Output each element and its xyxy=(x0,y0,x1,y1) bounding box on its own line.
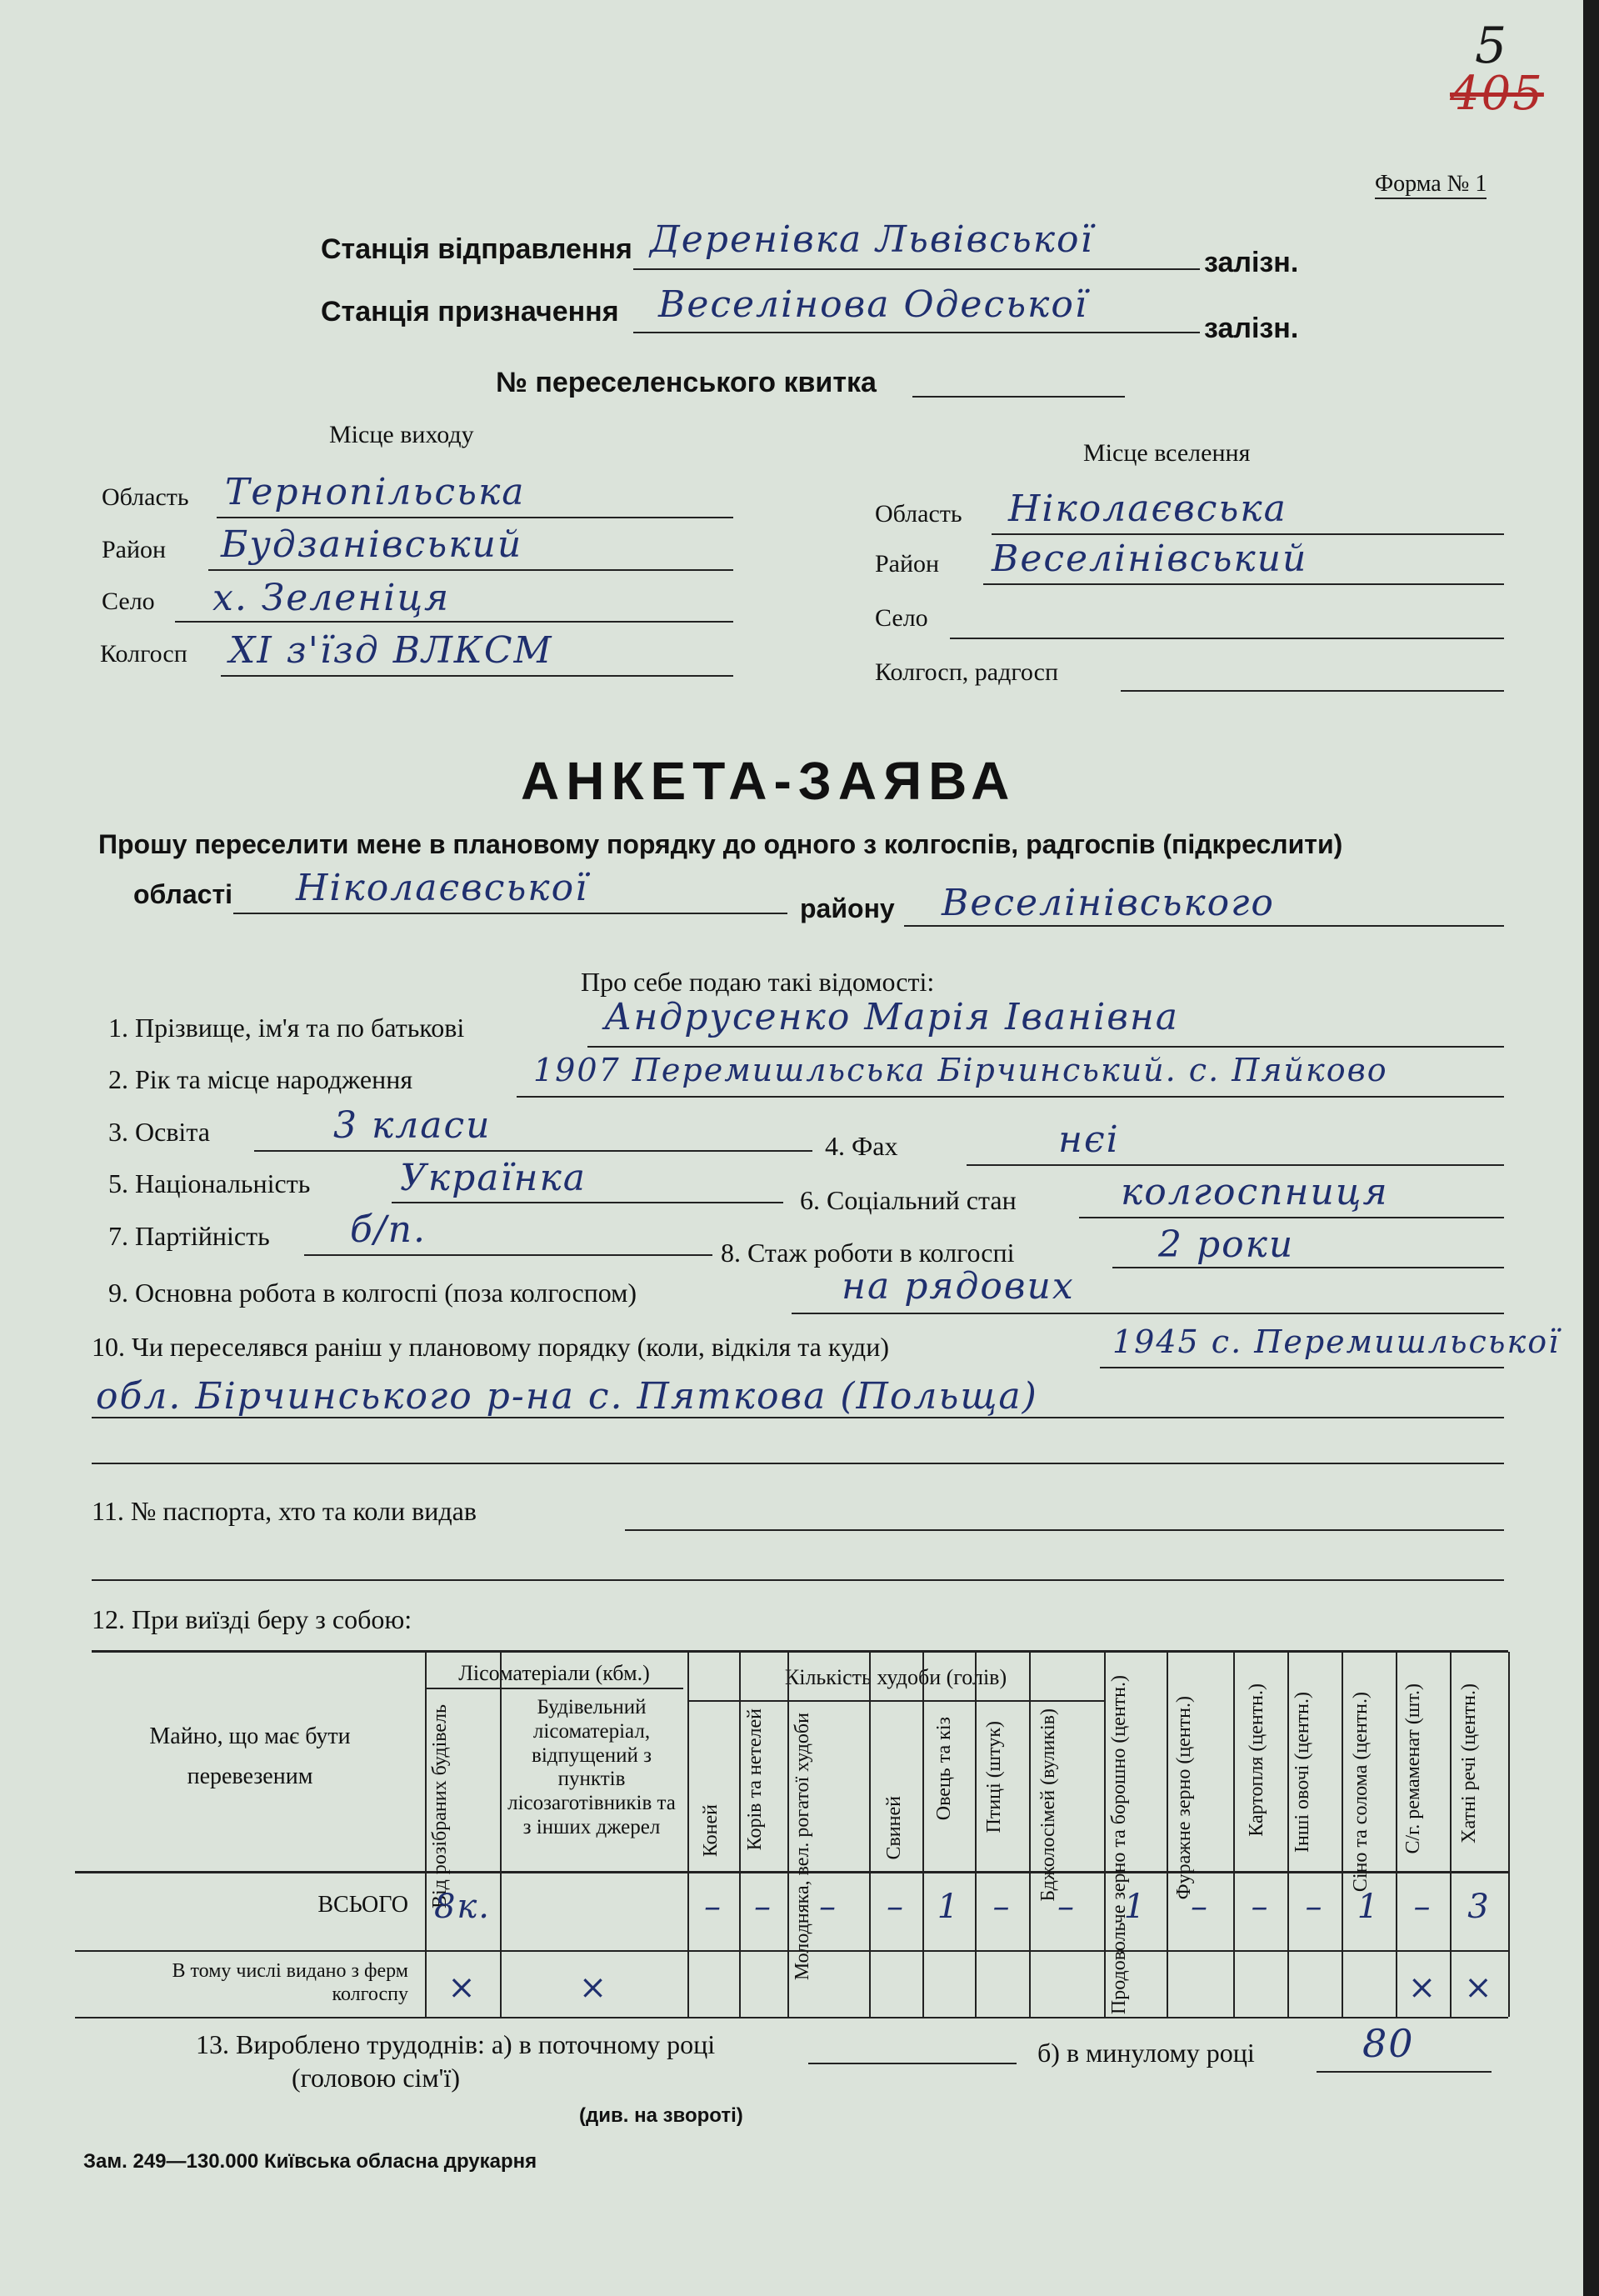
workdays-sub: (головою сім'ї) xyxy=(292,2063,460,2093)
exit-kolhosp-value: XI з'їзд ВЛКСМ xyxy=(229,629,553,672)
about-heading: Про себе подаю такі відомості: xyxy=(581,967,935,997)
total-row-value: – xyxy=(819,1888,837,1926)
settle-place-heading: Місце вселення xyxy=(1083,439,1251,467)
farm-row-value: × xyxy=(447,1968,477,2007)
farm-row-value: × xyxy=(1407,1968,1438,2007)
field-7-value: б/п. xyxy=(350,1208,427,1251)
exit-district-value: Будзанівський xyxy=(221,523,523,566)
destination-label: Станція призначення xyxy=(321,296,619,328)
table-column-rule xyxy=(1508,1652,1510,2017)
col-cows: Корів та нетелей xyxy=(744,1708,766,1851)
table-column-rule xyxy=(922,1652,924,2017)
field-2-label: 2. Рік та місце народження xyxy=(108,1064,413,1094)
total-row-value: – xyxy=(1251,1888,1270,1926)
workdays-prev-value: 80 xyxy=(1362,2021,1415,2066)
field-1-label: 1. Прізвище, ім'я та по батькові xyxy=(108,1013,465,1043)
form-title: АНКЕТА-ЗАЯВА xyxy=(521,751,1017,811)
footer-note: (див. на звороті) xyxy=(579,2104,743,2127)
col-sheep: Овець та кіз xyxy=(933,1717,955,1821)
exit-village-value: х. Зеленіця xyxy=(212,577,451,619)
request-rayon-label: району xyxy=(800,893,895,923)
departure-suffix: залізн. xyxy=(1204,247,1299,278)
request-oblast-value: Ніколаєвської xyxy=(296,867,589,909)
request-rayon-value: Веселінівського xyxy=(942,882,1275,924)
workdays-label: 13. Вироблено трудоднів: а) в поточному році xyxy=(196,2029,716,2059)
table-column-rule xyxy=(869,1652,871,2017)
field-4-value: нєі xyxy=(1058,1118,1120,1161)
col-potato: Картопля (центн.) xyxy=(1246,1683,1267,1837)
field-10-value-a: 1945 с. Перемишльської xyxy=(1112,1323,1561,1360)
settle-kolhosp-label: Колгосп, радгосп xyxy=(875,658,1059,686)
group-lumber-header: Лісоматеріали (кбм.) xyxy=(458,1661,650,1685)
total-row-value: – xyxy=(1191,1888,1209,1926)
col-dismantled: Від розібраних будівель xyxy=(429,1704,451,1909)
departure-label: Станція відправлення xyxy=(321,233,632,265)
total-row-value: – xyxy=(1057,1888,1076,1926)
table-column-rule xyxy=(1029,1652,1031,2017)
field-12-label: 12. При виїзді беру з собою: xyxy=(92,1604,412,1634)
scan-edge xyxy=(1583,0,1599,2296)
table-column-rule xyxy=(1104,1652,1106,2017)
col-tools: С/г. ремаменат (шт.) xyxy=(1402,1683,1424,1854)
request-oblast-label: області xyxy=(133,879,232,909)
table-column-rule xyxy=(425,1652,427,2017)
field-10-value-b: обл. Бірчинського р-на с. Пяткова (Польща) xyxy=(96,1375,1038,1418)
departure-value: Деренівка Львівської xyxy=(650,218,1094,261)
settle-district-value: Веселінівський xyxy=(992,538,1308,580)
settle-region-label: Область xyxy=(875,500,962,528)
col-feed: Фуражне зерно (центн.) xyxy=(1173,1696,1195,1900)
field-5-value: Українка xyxy=(400,1157,587,1199)
col-property-header: Майно, що має бути перевезеним xyxy=(149,1723,351,1789)
total-row-value: – xyxy=(992,1888,1012,1926)
exit-region-label: Область xyxy=(102,483,189,511)
table-column-rule xyxy=(1396,1652,1397,2017)
table-column-rule xyxy=(1167,1652,1168,2017)
col-hay: Сіно та солома (центн.) xyxy=(1350,1692,1372,1893)
total-row-value: 1 xyxy=(937,1888,961,1926)
col-young: Молодняка, вел. рогатої худоби xyxy=(792,1713,813,1981)
settle-village-label: Село xyxy=(875,604,928,632)
field-4-label: 4. Фах xyxy=(825,1131,898,1161)
archive-number: 5 xyxy=(1475,17,1509,75)
total-row-value: 3 xyxy=(1467,1888,1491,1926)
field-8-label: 8. Стаж роботи в колгоспі xyxy=(721,1238,1015,1268)
printer-line: Зам. 249—130.000 Київська обласна друкарня xyxy=(83,2150,537,2173)
table-column-rule xyxy=(739,1652,741,2017)
settle-district-label: Район xyxy=(875,550,940,578)
destination-suffix: залізн. xyxy=(1204,313,1299,344)
table-column-rule xyxy=(687,1652,689,2017)
total-row-value: 1 xyxy=(1123,1888,1147,1926)
col-pigs: Свиней xyxy=(883,1796,905,1860)
field-11-label: 11. № паспорта, хто та коли видав xyxy=(92,1496,477,1526)
table-column-rule xyxy=(975,1652,977,2017)
table-column-rule xyxy=(1233,1652,1235,2017)
table-column-rule xyxy=(1287,1652,1289,2017)
field-7-label: 7. Партійність xyxy=(108,1221,270,1251)
group-cattle-header: Кількість худоби (голів) xyxy=(784,1665,1007,1689)
col-grain: Продовольче зерно та борошно (центн.) xyxy=(1108,1675,1130,2015)
field-6-label: 6. Соціальний стан xyxy=(800,1185,1017,1215)
col-horses: Коней xyxy=(700,1804,722,1858)
field-3-label: 3. Освіта xyxy=(108,1117,210,1147)
workdays-prev-label: б) в минулому році xyxy=(1037,2038,1255,2068)
settle-region-value: Ніколаєвська xyxy=(1008,488,1287,530)
row-total-label: ВСЬОГО xyxy=(317,1892,408,1918)
total-row-value: 1 xyxy=(1357,1888,1381,1926)
table-column-rule xyxy=(1450,1652,1452,2017)
table-column-rule xyxy=(1342,1652,1343,2017)
field-10-label: 10. Чи переселявся раніш у плановому порядку (коли, відкіля та куди) xyxy=(92,1332,889,1362)
col-bees: Бджолосімей (вуликів) xyxy=(1037,1708,1059,1902)
field-3-value: 3 класи xyxy=(333,1104,492,1147)
destination-value: Веселінова Одеської xyxy=(658,283,1088,326)
exit-place-heading: Місце виходу xyxy=(329,421,474,448)
row-farm-label: В тому числі видано з ферм колгоспу xyxy=(172,1960,408,2005)
col-veg: Інші овочі (центн.) xyxy=(1292,1692,1313,1853)
field-8-value: 2 роки xyxy=(1158,1223,1295,1266)
farm-row-value: × xyxy=(578,1968,609,2007)
field-9-label: 9. Основна робота в колгоспі (поза колгоспом) xyxy=(108,1278,637,1308)
field-2-value: 1907 Перемишльська Бірчинський. с. Пяйково xyxy=(533,1052,1388,1088)
farm-row-value: × xyxy=(1464,1968,1494,2007)
form-number: Форма № 1 xyxy=(1375,171,1487,199)
field-5-label: 5. Національність xyxy=(108,1168,311,1198)
total-row-value: – xyxy=(887,1888,905,1926)
col-home: Хатні речі (центн.) xyxy=(1458,1683,1480,1843)
total-row-value: 8к. xyxy=(433,1888,492,1926)
exit-kolhosp-label: Колгосп xyxy=(100,640,187,668)
request-text: Прошу переселити мене в плановому порядку до одного з колгоспів, радгоспів (підкреслити) xyxy=(98,829,1343,859)
total-row-value: – xyxy=(1413,1888,1432,1926)
exit-village-label: Село xyxy=(102,588,155,615)
col-birds: Птиці (штук) xyxy=(983,1721,1005,1833)
total-row-value: – xyxy=(704,1888,722,1926)
field-6-value: колгоспниця xyxy=(1121,1171,1389,1213)
ticket-label: № переселенського квитка xyxy=(496,367,877,398)
old-archive-number: 405 xyxy=(1450,67,1544,121)
total-row-value: – xyxy=(1305,1888,1324,1926)
exit-district-label: Район xyxy=(102,536,167,563)
exit-region-value: Тернопільська xyxy=(225,471,526,513)
col-building: Будівельний лісоматеріал, відпущений з пунктів лісозаготівників та з інших джерел xyxy=(507,1696,676,1838)
table-column-rule xyxy=(787,1652,789,2017)
field-9-value: на рядових xyxy=(842,1265,1075,1308)
field-1-value: Андрусенко Марія Іванівна xyxy=(604,996,1180,1038)
total-row-value: – xyxy=(754,1888,772,1926)
table-column-rule xyxy=(500,1652,502,2017)
